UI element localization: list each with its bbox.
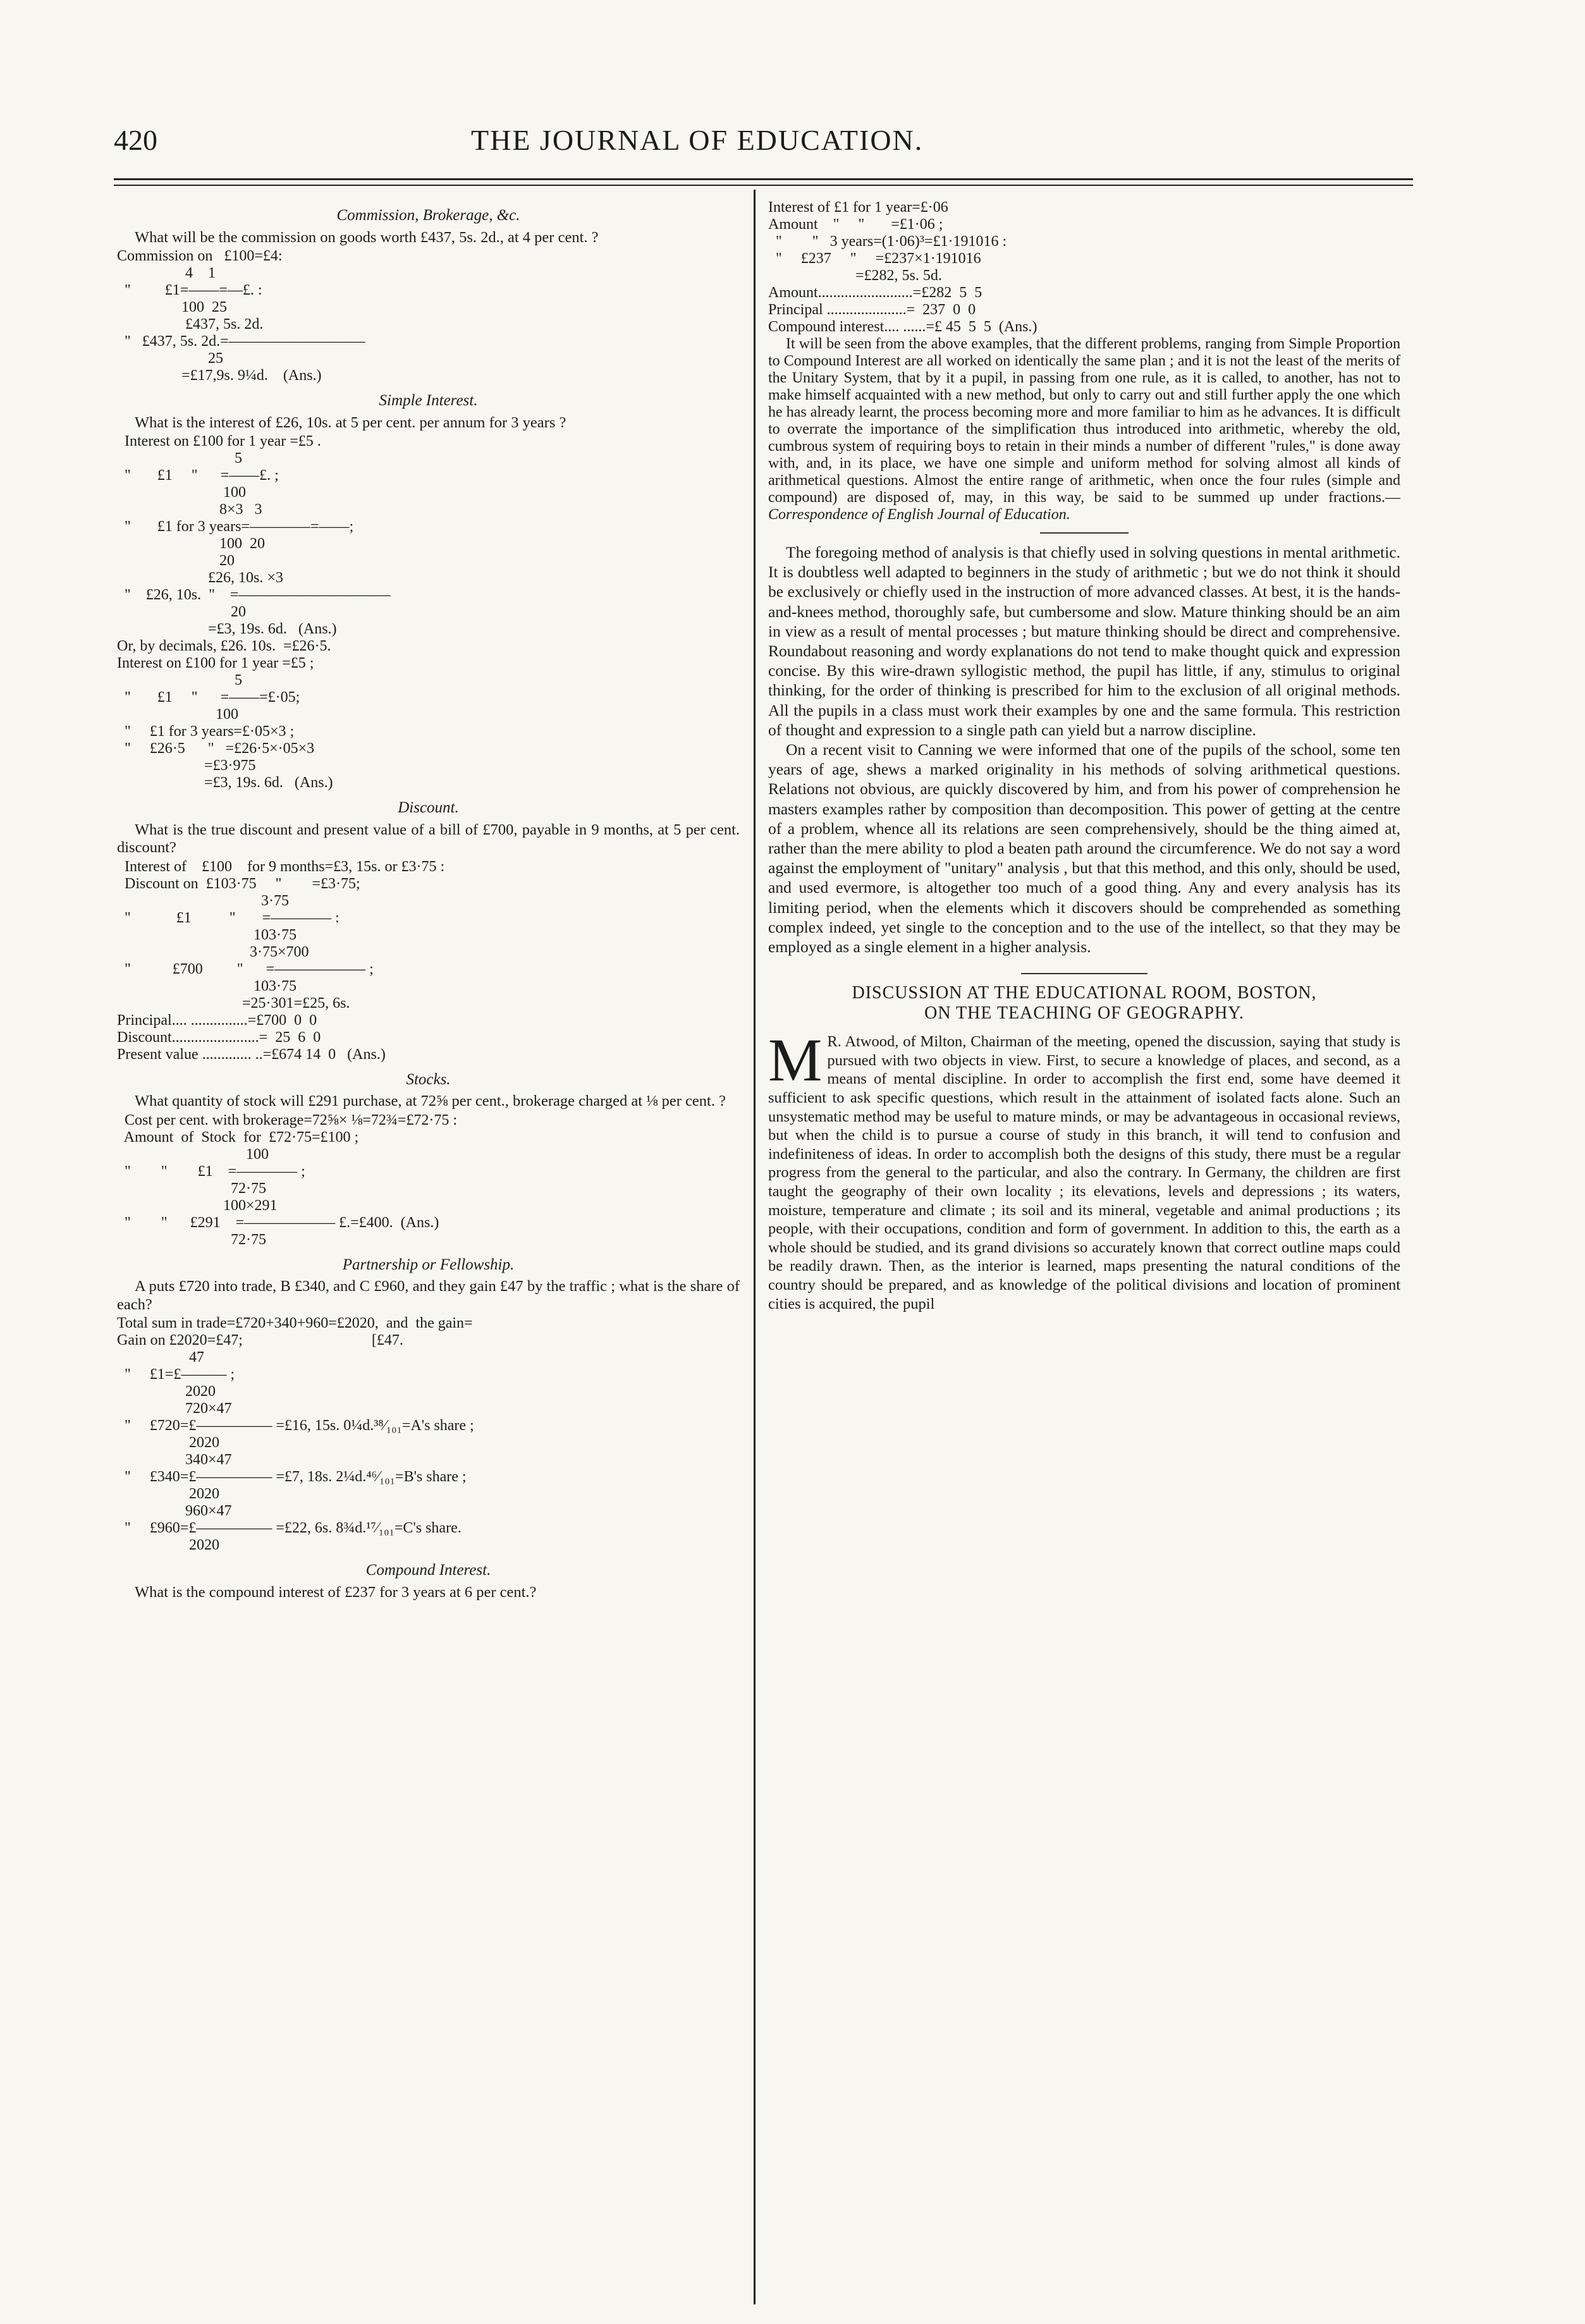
working-line: 5 [117, 672, 242, 688]
working-line: 47 [117, 1349, 204, 1366]
working-line: =£17,9s. 9¼d. (Ans.) [117, 367, 322, 384]
working-line: Total sum in trade=£720+340+960=£2020, and the gain= [117, 1315, 473, 1331]
heading-line: ON THE TEACHING OF GEOGRAPHY. [924, 1003, 1244, 1024]
working-line: 3·75 [117, 892, 289, 909]
body-paragraph: On a recent visit to Canning we were informed that one of the pupils of the school, some ten years of age, shews a marked originality in his methods of solving arithmetical questions. Relations not obvious, are quickly discovered by him, and from his power of comprehension he masters examples rather by composition than decomposition. This power of getting at the centre of a problem, whence all its relations are seen comprehensively, should be the thing aimed at, rather than the mere ability to plod a beaten path around the circumference. We do not say a word against the employment of "unitary" analysis , but that this method, and this only, should be used, and used evermore, is altogether too much of a good thing. Any and every analysis has its limiting period, when the elements which it discovers should be comprehended as something complex indeed, yet single to the conception and to the use of the intellect, so that they may be employed as a single element in a higher analysis. [768, 740, 1400, 957]
working-line: 100 25 [117, 299, 227, 315]
unitary-system-paragraph [768, 336, 1400, 523]
working-line: Present value ............. ..=£674 14 0 (Ans.) [117, 1046, 386, 1063]
working-line: Gain on £2020=£47; [£47. [117, 1332, 403, 1349]
working-line: Amount of Stock for £72·75=£100 ; [117, 1128, 359, 1146]
section-title: Stocks. [406, 1070, 451, 1088]
working-line: " £1 " =———— : [117, 909, 340, 926]
working-line: Principal.... ...............=£700 0 0 [117, 1012, 317, 1029]
working-line: " £720=£————— =£16, 15s. 0¼d.³⁸⁄₁₀₁=A's share ; [117, 1417, 474, 1434]
working-line: " £26, 10s. " =—————————— [117, 587, 391, 603]
quote-source: Correspondence of English Journal of Education. [768, 506, 1070, 523]
working-line: Interest on £100 for 1 year =£5 ; [117, 655, 314, 671]
working-line: 2020 [117, 1486, 219, 1502]
working-line: " " 3 years=(1·06)³=£1·191016 : [768, 233, 1007, 250]
working-line: " £1=£——— ; [117, 1366, 235, 1383]
working-line: Interest of £1 for 1 year=£·06 [768, 199, 948, 216]
working-line: 4 1 [117, 265, 216, 281]
working-line: =£3, 19s. 6d. (Ans.) [117, 621, 337, 637]
question-text: What is the compound interest of £237 for 3 years at 6 per cent.? [135, 1583, 537, 1601]
page-header [114, 123, 1410, 168]
working-line: 20 [117, 553, 235, 569]
working-line: 340×47 [117, 1452, 232, 1468]
working-line: Commission on £100=£4: [117, 248, 283, 264]
working-line: 103·75 [117, 977, 297, 994]
working-line: 100×291 [117, 1197, 278, 1214]
column-divider [754, 190, 756, 2304]
left-column [117, 199, 740, 2298]
working-line: Interest of £100 for 9 months=£3, 15s. or £3·75 : [117, 858, 445, 875]
partnership-section [117, 1256, 740, 1555]
working-line: Interest on £100 for 1 year =£5 . [117, 433, 321, 450]
working-line: 72·75 [117, 1231, 266, 1248]
question-text: What is the true discount and present value of a bill of £700, payable in 9 months, at 5 per cent. discount? [117, 821, 740, 856]
working-line: " " £1 =———— ; [117, 1163, 305, 1180]
working-line: 2020 [117, 1537, 219, 1553]
working-line: Discount.......................= 25 6 0 [117, 1029, 321, 1046]
working-line: Discount on £103·75 " =£3·75; [117, 875, 360, 892]
simple-interest-section [117, 392, 740, 792]
working-line: 2020 [117, 1383, 216, 1400]
working-line: " £1=——=—£. : [117, 282, 262, 298]
working-line: " £1 " =——£. ; [117, 467, 279, 484]
working-line: Or, by decimals, £26. 10s. =£26·5. [117, 638, 331, 654]
geography-paragraph [768, 1026, 1400, 1313]
working-line: £26, 10s. ×3 [117, 570, 283, 586]
working-line: " £1 for 3 years=————=——; [117, 518, 354, 535]
body-paragraph: The foregoing method of analysis is that chiefly used in solving questions in mental arithmetic. It is doubtless well adapted to beginners in the study of arithmetic ; but we do not think it should be exclusively or chiefly used in the instruction of more advanced classes. At best, it is the hands-and-knees method, thoroughly safe, but cumbersome and slow. Mature thinking should be an aim in view as a result of mental processes ; but mature thinking should be direct and comprehensive. Roundabout reasoning and wordy explanations do not tend to make thought quick and expression concise. By this wire-drawn syllogistic method, the pupil has little, if any, stimulus to original thinking, for the order of thinking is prescribed for him to the exclusion of all original methods. All the pupils in a class must work their examples by one and the same formula. This restriction of thought and expression to a single path can yield but a narrow discipline. [768, 543, 1400, 739]
working-line: " £1 for 3 years=£·05×3 ; [117, 723, 295, 740]
working-line: 5 [117, 450, 242, 467]
question-text: A puts £720 into trade, B £340, and C £960, and they gain £47 by the traffic ; what is the share of each? [117, 1278, 740, 1313]
compound-working [768, 199, 1400, 336]
working-line: " £340=£————— =£7, 18s. 2¼d.⁴⁶⁄₁₀₁=B's share ; [117, 1469, 467, 1485]
working-line: " £237 " =£237×1·191016 [768, 250, 981, 267]
working-line: " £1 " =——=£·05; [117, 689, 300, 706]
working-line: " £700 " =—————— ; [117, 960, 374, 977]
working-line: =25·301=£25, 6s. [117, 994, 350, 1012]
working-line: Compound interest.... ......=£ 45 5 5 (Ans.) [768, 319, 1037, 335]
working-line: " £437, 5s. 2d.=————————— [117, 333, 365, 350]
journal-title: THE JOURNAL OF EDUCATION. [471, 124, 924, 156]
working-line: " £26·5 " =£26·5×·05×3 [117, 740, 315, 757]
working-line: 100 [117, 1146, 269, 1163]
working-line: £437, 5s. 2d. [117, 316, 264, 333]
working-line: Cost per cent. with brokerage=72⅝× ⅛=72¾=£72·75 : [117, 1111, 458, 1128]
working-line: 20 [117, 604, 246, 620]
working-line: " £960=£————— =£22, 6s. 8¾d.¹⁷⁄₁₀₁=C's share. [117, 1520, 462, 1536]
working-line: 103·75 [117, 926, 297, 943]
header-rule-top [114, 178, 1413, 180]
geography-text: R. Atwood, of Milton, Chairman of the meeting, opened the discussion, saying that study is pursued with two objects in view. First, to secure a knowledge of places, and second, as a means of mental discipline. In order to accomplish the first end, some have deemed it sufficient to ask specific questions, which result in the attainment of isolated facts alone. Such an unsystematic method may be useful to mature minds, or may be advantageous in occasional reviews, but when the child is to pursue a course of study in this branch, it will tend to confusion and indefiniteness of ideas. In order to accomplish both the designs of this study, there must be a regular progress from the general to the particular, and also the contrary. In Germany, the children are first taught the geography of their own locality ; its elevations, levels and depressions ; its waters, moisture, temperature and climate ; its soil and its mineral, vegetable and animal productions ; its people, with their occupations, condition and form of government. In addition to this, the earth as a whole should be studied, and its grand divisions so accurately known that correct outline maps could be readily drawn. Then, as the interior is learned, maps presenting the natural conditions of the country should be prepared, and as knowledge of the political divisions and location of prominent cities is acquired, the pupil [768, 1033, 1400, 1312]
question-text: What is the interest of £26, 10s. at 5 per cent. per annum for 3 years ? [135, 413, 566, 431]
working-line: =£3, 19s. 6d. (Ans.) [117, 774, 333, 791]
working-line: Amount.........................=£282 5 5 [768, 284, 982, 301]
working-line: 72·75 [117, 1180, 266, 1197]
section-title: Commission, Brokerage, &c. [336, 207, 520, 224]
header-rule-bottom [114, 185, 1413, 186]
stocks-section [117, 1071, 740, 1249]
working-line: 25 [117, 350, 223, 367]
commission-section [117, 207, 740, 384]
working-line: =£282, 5s. 5d. [768, 267, 942, 284]
section-title: Simple Interest. [379, 392, 478, 409]
working-line: 100 [117, 706, 238, 723]
heading-line: DISCUSSION AT THE EDUCATIONAL ROOM, BOSTON, [852, 983, 1317, 1003]
working-line: Principal .....................= 237 0 0 [768, 302, 976, 318]
working-line: 720×47 [117, 1400, 232, 1417]
right-column [768, 199, 1400, 2298]
question-text: What quantity of stock will £291 purchase, at 72⅝ per cent., brokerage charged at ⅛ per cent. ? [135, 1092, 726, 1110]
working-line: 960×47 [117, 1503, 232, 1519]
page-number: 420 [114, 124, 157, 156]
working-line: =£3·975 [117, 757, 256, 774]
working-line: 3·75×700 [117, 943, 309, 960]
section-title: Discount. [398, 799, 459, 816]
section-divider [1021, 973, 1147, 974]
working-line: 100 20 [117, 535, 265, 552]
compound-interest-section [117, 1562, 740, 1601]
section-title: Partnership or Fellowship. [342, 1256, 515, 1273]
working-line: Amount " " =£1·06 ; [768, 216, 943, 233]
discount-section [117, 799, 740, 1063]
section-title: Compound Interest. [365, 1562, 491, 1579]
unitary-paragraph-text: It will be seen from the above examples, that the different problems, ranging from Simple Proportion to Compound Interest are all worked on identically the same plan ; and it is not the least of the merits of the Unitary System, that by it a pupil, in passing from one rule, as it is called, to another, has not to make himself acquainted with a new method, but only to carry out and still further apply the one which he has already learnt, the process becoming more and more familiar to him as he advances. It is difficult to overrate the importance of the simplification thus introduced into arithmetic, whereby the old, cumbrous system of requiring boys to retain in their minds a number of different "rules," is done away with, and, in its place, we have one simple and uniform method for solving almost all kinds of arithmetical questions. Almost the entire range of arithmetic, when once the four rules (simple and compound) are disposed of, may, in this way, be said to be summed up under fractions.— [768, 336, 1400, 506]
working-line: 2020 [117, 1434, 219, 1451]
section-divider [1040, 532, 1129, 534]
working-line: 100 [117, 484, 246, 501]
working-line: 8×3 3 [117, 501, 262, 518]
question-text: What will be the commission on goods worth £437, 5s. 2d., at 4 per cent. ? [135, 228, 599, 246]
working-line: " " £291 =—————— £.=£400. (Ans.) [117, 1214, 439, 1231]
drop-cap: M [768, 1026, 823, 1094]
article-heading [768, 983, 1400, 1024]
